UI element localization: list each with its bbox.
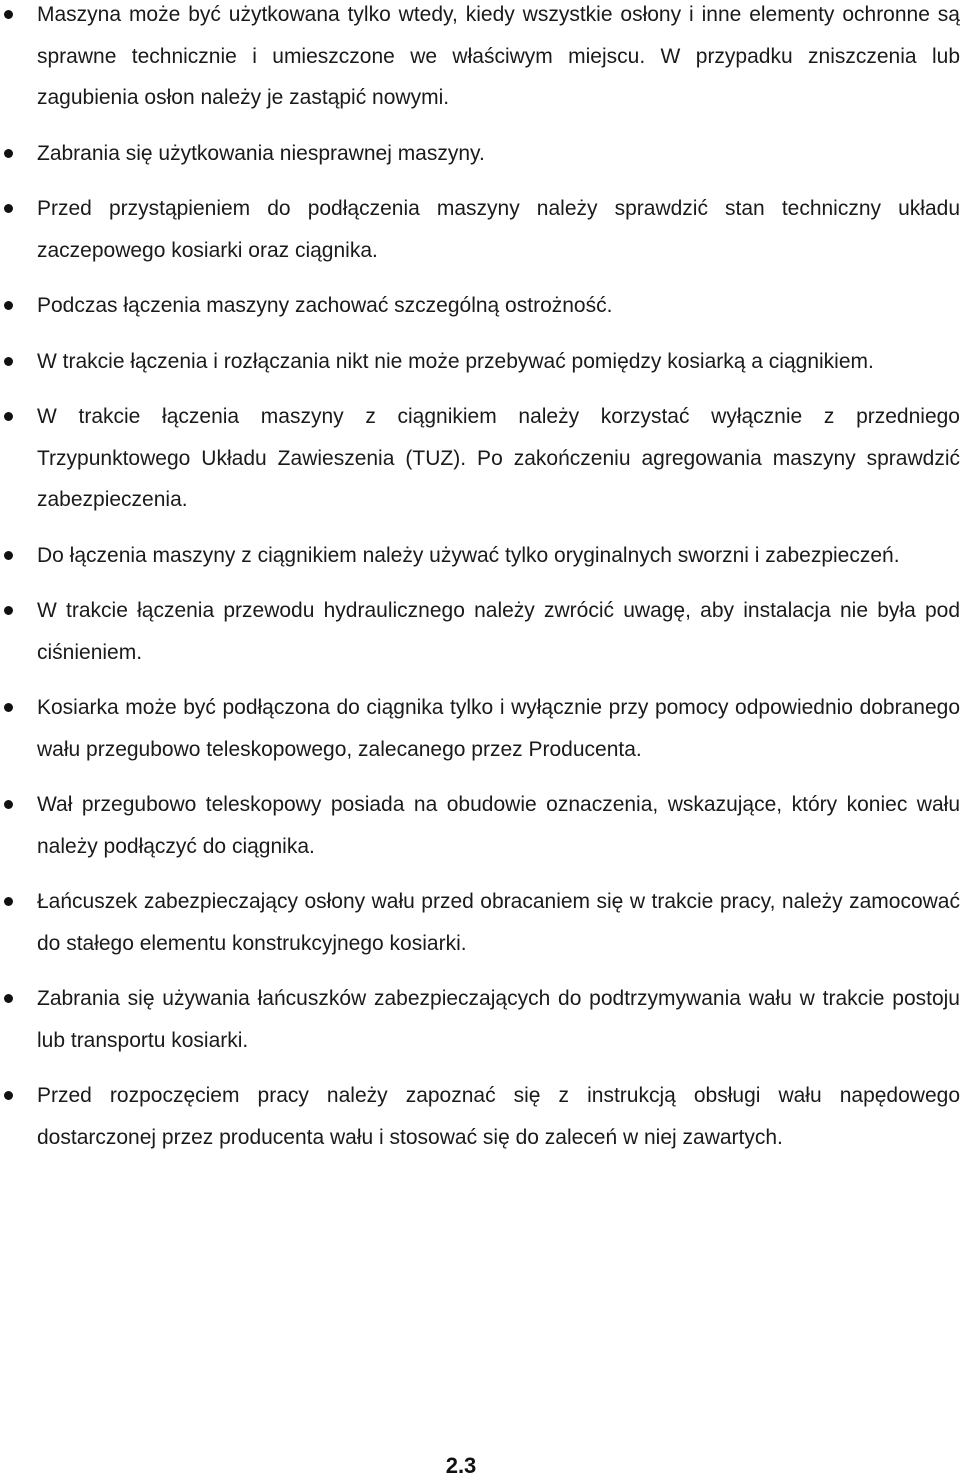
bullet-icon	[4, 301, 13, 310]
bullet-icon	[4, 800, 13, 809]
list-item	[0, 881, 960, 964]
list-item	[0, 341, 960, 383]
bullet-icon	[4, 703, 13, 712]
list-item	[0, 784, 960, 867]
list-item-text: Zabrania się użytkowania niesprawnej maszyny.	[37, 141, 485, 165]
list-item-text: Zabrania się używania łańcuszków zabezpieczających do podtrzymywania wału w trakcie postoju lub transportu kosiarki.	[37, 987, 960, 1052]
list-item	[0, 1075, 960, 1158]
list-item	[0, 0, 960, 119]
bullet-icon	[4, 897, 13, 906]
list-item-text: Podczas łączenia maszyny zachować szczególną ostrożność.	[37, 294, 613, 317]
list-item	[0, 978, 960, 1061]
list-item	[0, 285, 960, 327]
list-item-text: Przed przystąpieniem do podłączenia maszyny należy sprawdzić stan techniczny układu zaczepowego kosiarki oraz ciągnika.	[37, 197, 960, 262]
list-item-text: Do łączenia maszyny z ciągnikiem należy używać tylko oryginalnych sworzni i zabezpieczeń.	[37, 543, 900, 567]
list-item-text: Kosiarka może być podłączona do ciągnika tylko i wyłącznie przy pomocy odpowiednio dobranego wału przegubowo teleskopowego, zalecanego przez Producenta.	[37, 696, 960, 761]
bullet-icon	[4, 10, 13, 19]
bullet-icon	[4, 1091, 13, 1100]
list-item-text: W trakcie łączenia i rozłączania nikt nie może przebywać pomiędzy kosiarką a ciągnikiem.	[37, 349, 874, 373]
bullet-icon	[4, 551, 13, 560]
list-item	[0, 535, 960, 577]
bullet-icon	[4, 412, 13, 421]
bullet-icon	[4, 357, 13, 366]
list-item	[0, 188, 960, 271]
list-item-text: Łańcuszek zabezpieczający osłony wału przed obracaniem się w trakcie pracy, należy zamocować do stałego elementu konstrukcyjnego kosiarki.	[37, 890, 960, 955]
bullet-icon	[4, 204, 13, 213]
list-item-text: Maszyna może być użytkowana tylko wtedy, kiedy wszystkie osłony i inne elementy ochronne są sprawne technicznie i umieszczone we właściwym miejscu. W przypadku zniszczenia lub zagubienia osłon należy je zastąpić nowymi.	[37, 3, 960, 109]
list-item	[0, 133, 960, 175]
page-number: 2.3	[445, 1453, 477, 1478]
list-item-text: Wał przegubowo teleskopowy posiada na obudowie oznaczenia, wskazujące, który koniec wału należy podłączyć do ciągnika.	[37, 793, 960, 858]
bullet-icon	[4, 149, 13, 158]
bullet-icon	[4, 994, 13, 1003]
list-item	[0, 396, 960, 521]
list-item	[0, 590, 960, 673]
list-item-text: Przed rozpoczęciem pracy należy zapoznać się z instrukcją obsługi wału napędowego dostarczonej przez producenta wału i stosować się do zaleceń w niej zawartych.	[37, 1084, 960, 1149]
list-item	[0, 687, 960, 770]
bullet-icon	[4, 606, 13, 615]
list-item-text: W trakcie łączenia przewodu hydraulicznego należy zwrócić uwagę, aby instalacja nie była pod ciśnieniem.	[37, 599, 960, 664]
list-item-text: W trakcie łączenia maszyny z ciągnikiem należy korzystać wyłącznie z przedniego Trzypunktowego Układu Zawieszenia (TUZ). Po zakończeniu agregowania maszyny sprawdzić zabezpieczenia.	[37, 405, 960, 511]
